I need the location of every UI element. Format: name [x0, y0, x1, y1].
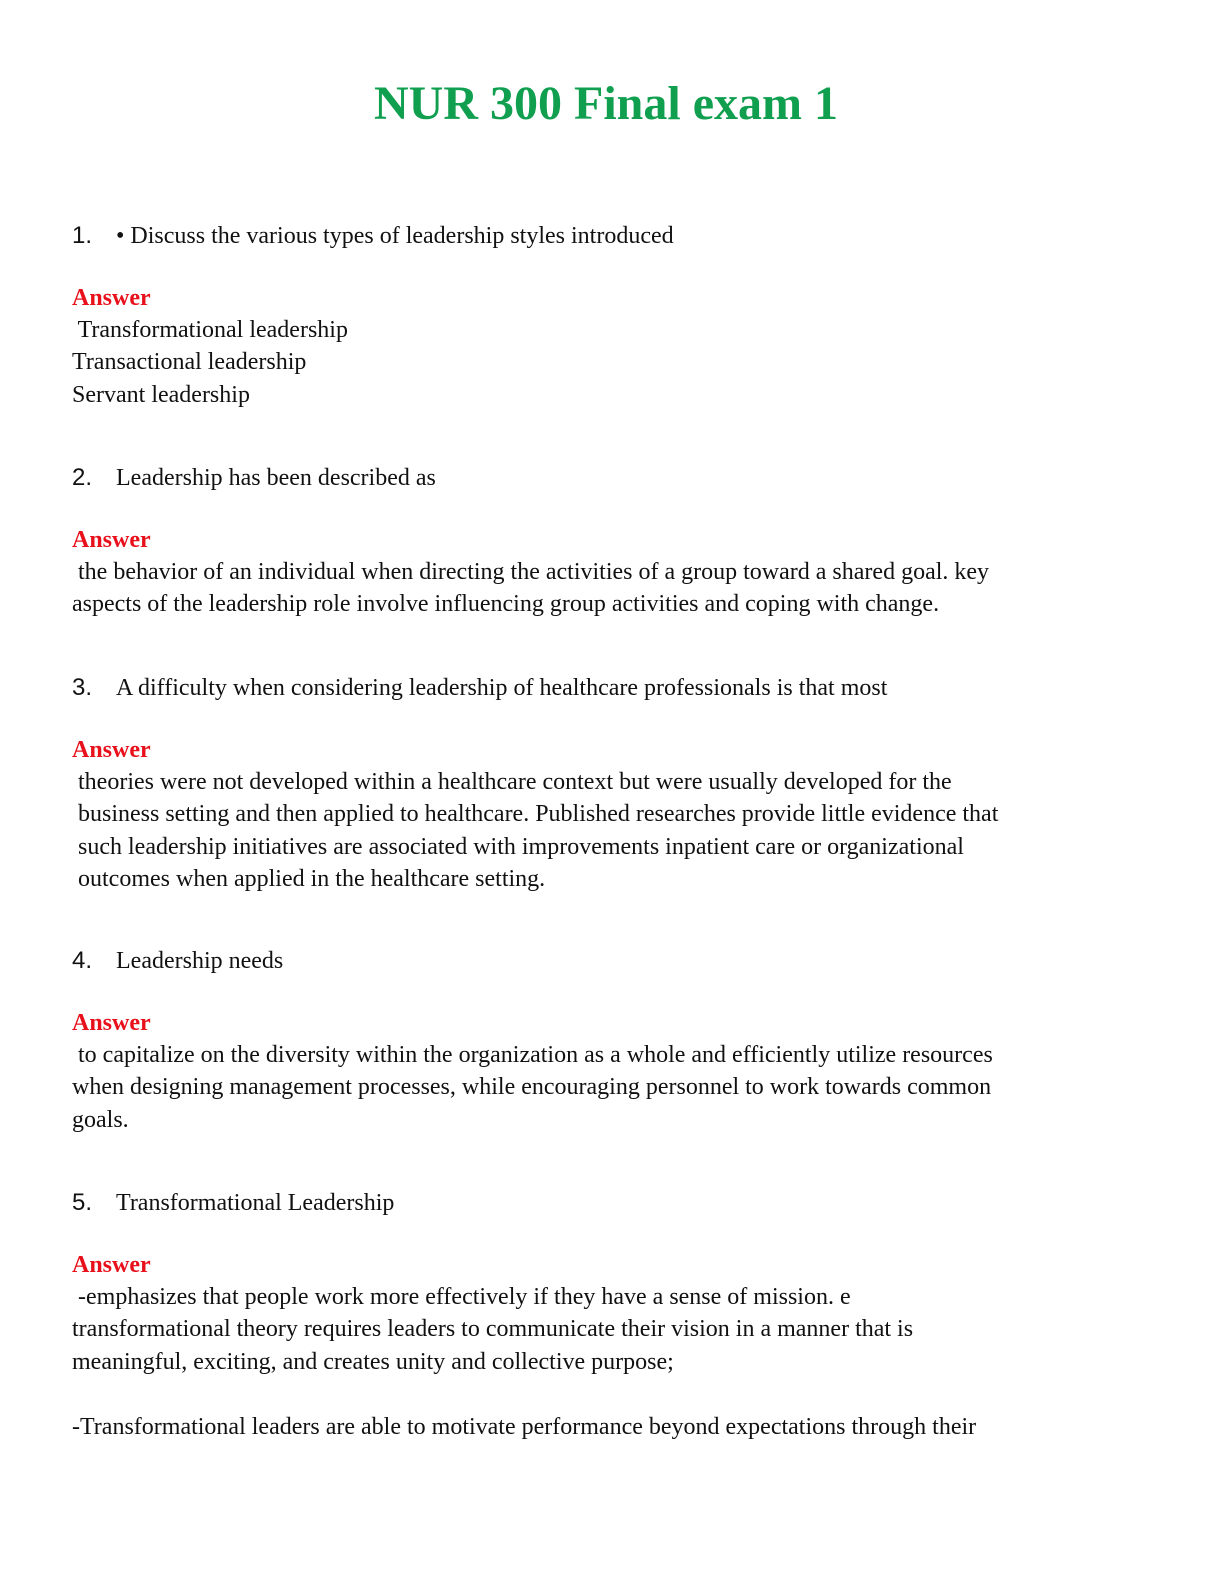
question-number: 5. [72, 1189, 93, 1216]
answer-line: transformational theory requires leaders to communicate their vision in a manner that is [72, 1316, 914, 1343]
answer-line: to capitalize on the diversity within the organization as a whole and efficiently utilize resources [72, 1042, 993, 1068]
answer-line: outcomes when applied in the healthcare setting. [72, 866, 546, 893]
page-title: NUR 300 Final exam 1 [374, 77, 838, 130]
answer-line: Transformational leadership [72, 317, 348, 343]
question-number: 1. [72, 222, 93, 249]
question-number: 3. [72, 674, 93, 701]
answer-line: when designing management processes, while encouraging personnel to work towards common [72, 1074, 992, 1101]
question-text: • Discuss the various types of leadership styles introduced [116, 223, 674, 249]
answer-line: -Transformational leaders are able to motivate performance beyond expectations through their [72, 1413, 977, 1440]
answer-label: Answer [72, 1252, 151, 1278]
answer-body-1 [72, 314, 1152, 411]
question-text: A difficulty when considering leadership of healthcare professionals is that most [116, 675, 888, 701]
answer-line: aspects of the leadership role involve influencing group activities and coping with change. [72, 591, 940, 618]
answer-line: goals. [72, 1106, 129, 1133]
question-text: Leadership has been described as [116, 465, 436, 491]
answer-body-3 [72, 766, 1152, 896]
answer-body-4 [72, 1039, 1152, 1136]
question-4 [72, 945, 283, 977]
question-number: 4. [72, 947, 93, 974]
answer-line: business setting and then applied to healthcare. Published researches provide little evidence that [72, 801, 999, 828]
answer-label: Answer [72, 1010, 151, 1036]
answer-body-2 [72, 556, 1152, 621]
answer-line: Servant leadership [72, 381, 250, 408]
answer-line: -emphasizes that people work more effectively if they have a sense of mission. e [72, 1284, 851, 1310]
answer-line: meaningful, exciting, and creates unity and collective purpose; [72, 1348, 674, 1375]
question-2 [72, 462, 436, 494]
answer-label: Answer [72, 737, 151, 763]
answer-label: Answer [72, 285, 151, 311]
answer-label: Answer [72, 527, 151, 553]
question-3 [72, 672, 887, 704]
question-number: 2. [72, 464, 93, 491]
answer-line: such leadership initiatives are associated with improvements inpatient care or organizational [72, 833, 964, 860]
answer-line: the behavior of an individual when directing the activities of a group toward a shared goal. key [72, 559, 990, 585]
answer-body-5 [72, 1281, 1152, 1443]
answer-blank-line [72, 1378, 1152, 1410]
question-5 [72, 1187, 394, 1219]
question-text: Leadership needs [116, 948, 284, 974]
question-1 [72, 220, 674, 252]
answer-line: theories were not developed within a healthcare context but were usually developed for the [72, 769, 952, 795]
question-text: Transformational Leadership [116, 1190, 395, 1216]
answer-line: Transactional leadership [72, 349, 307, 376]
